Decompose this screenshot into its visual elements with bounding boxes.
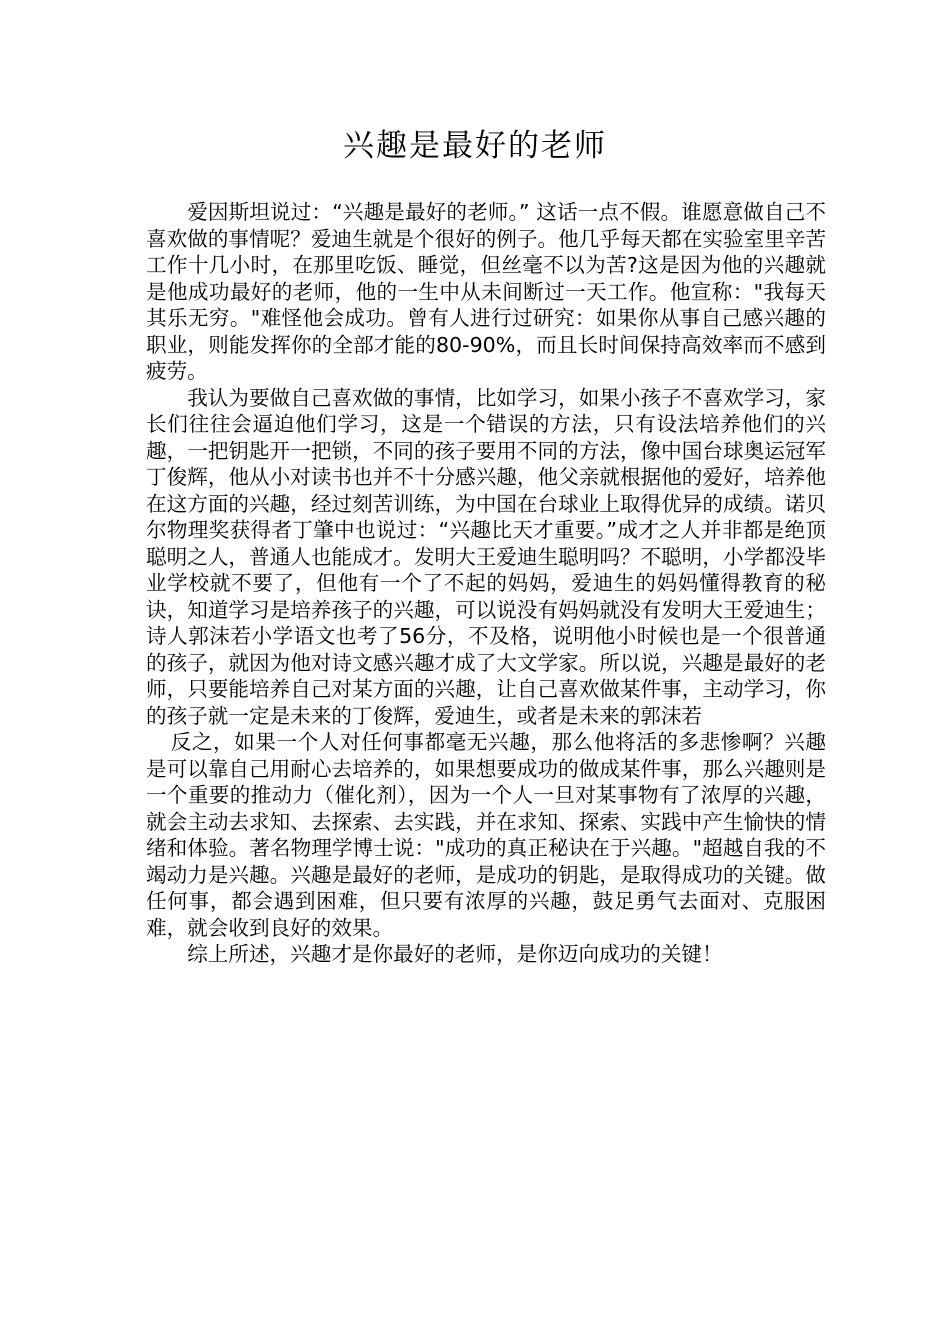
article-body [146,199,826,968]
page-title: 兴趣是最好的老师 [343,128,607,164]
paragraph-4: 综上所述，兴趣才是你最好的老师，是你迈向成功的关键！ [187,942,723,966]
paragraph-3: 反之，如果一个人对任何事都毫无兴趣，那么他将活的多悲惨啊？兴趣是可以靠自己用耐心去培养的，如果想要成功的做成某件事，那么兴趣则是一个重要的推动力（催化剂），因为一个人一旦对某事物有了浓厚的兴趣，就会主动去求知、去探索、去实践，并在求知、探索、实践中产生愉快的情绪和体验。著名物理学博士说："成功的真正秘诀在于兴趣。"超越自我的不竭动力是兴趣。兴趣是最好的老师，是成功的钥匙，是取得成功的关键。做任何事，都会遇到困难，但只要有浓厚的兴趣，鼓足勇气去面对、克服困难，就会收到良好的效果。 [146,730,826,940]
paragraph-2: 我认为要做自己喜欢做的事情，比如学习，如果小孩子不喜欢学习，家长们往往会逼迫他们学习，这是一个错误的方法，只有设法培养他们的兴趣，一把钥匙开一把锁，不同的孩子要用不同的方法，像中国台球奥运冠军丁俊辉，他从小对读书也并不十分感兴趣，他父亲就根据他的爱好，培养他在这方面的兴趣，经过刻苦训练，为中国在台球业上取得优异的成绩。诺贝尔物理奖获得者丁肇中也说过：“兴趣比天才重要。”成才之人并非都是绝顶聪明之人，普通人也能成才。发明大王爱迪生聪明吗？不聪明，小学都没毕业学校就不要了，但他有一个了不起的妈妈，爱迪生的妈妈懂得教育的秘诀，知道学习是培养孩子的兴趣，可以说没有妈妈就没有发明大王爱迪生；诗人郭沫若小学语文也考了56分，不及格，说明他小时候也是一个很普通的孩子，就因为他对诗文感兴趣才成了大文学家。所以说，兴趣是最好的老师，只要能培养自己对某方面的兴趣，让自己喜欢做某件事，主动学习，你的孩子就一定是未来的丁俊辉，爱迪生，或者是未来的郭沫若 [146,385,826,728]
paragraph-1: 爱因斯坦说过：“兴趣是最好的老师。” 这话一点不假。谁愿意做自己不喜欢做的事情呢？爱迪生就是个很好的例子。他几乎每天都在实验室里辛苦工作十几小时，在那里吃饭、睡觉，但丝毫不以为苦?这是因为他的兴趣就是他成功最好的老师，他的一生中从未间断过一天工作。他宣称："我每天其乐无穷。"难怪他会成功。曾有人进行过研究：如果你从事自己感兴趣的职业，则能发挥你的全部才能的80-90%，而且长时间保持高效率而不感到疲劳。 [146,200,826,383]
